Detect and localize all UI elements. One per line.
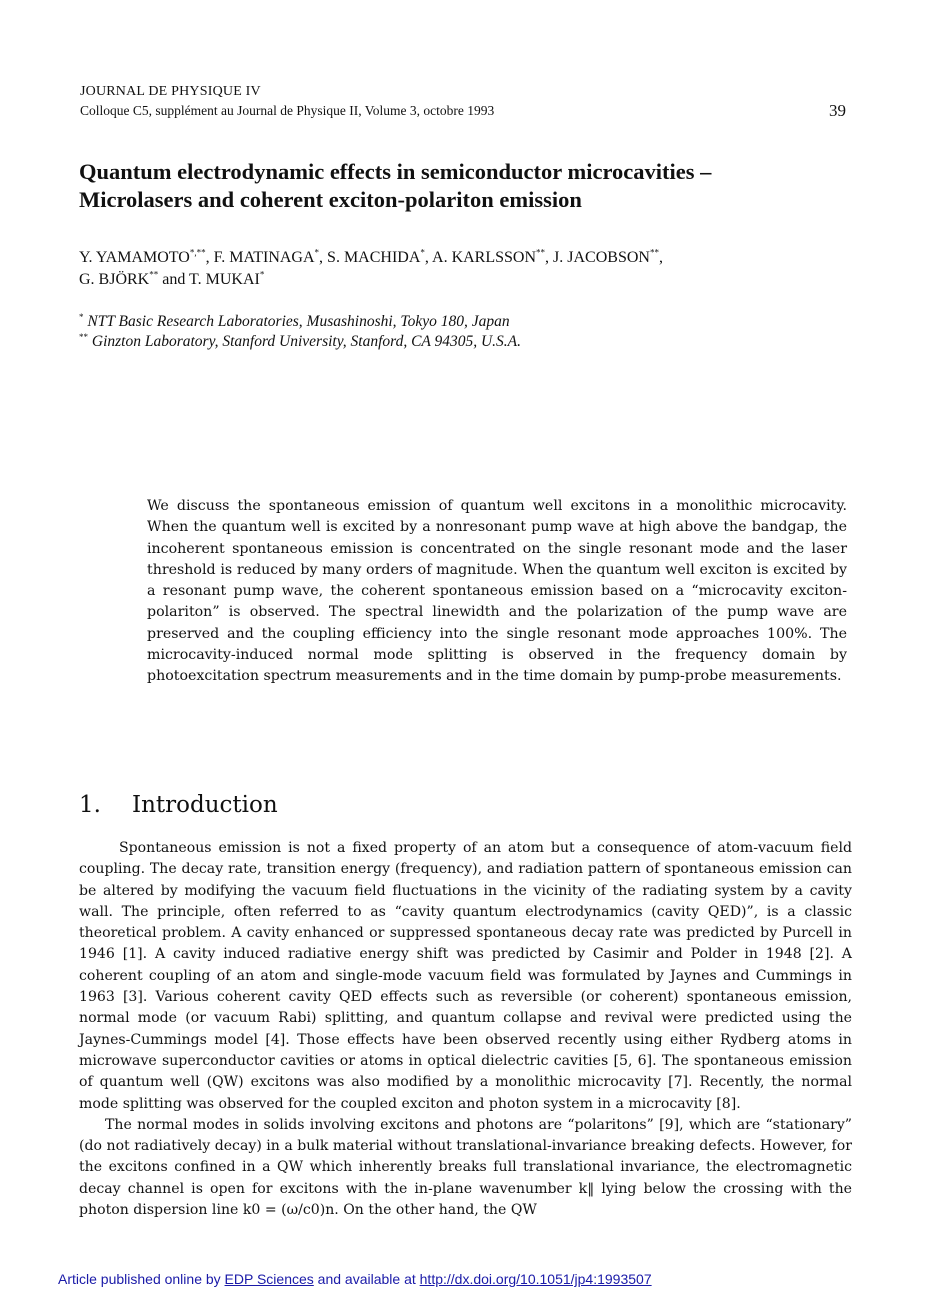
page-number: 39 — [829, 101, 846, 120]
author-affiliation-mark: ** — [536, 247, 546, 258]
affiliation-text: Ginzton Laboratory, Stanford University, Stanford, CA 94305, U.S.A. — [88, 333, 522, 350]
intro-paragraph-1: Spontaneous emission is not a fixed property of an atom but a consequence of atom-vacuum field coupling. The decay rate, transition energy (frequency), and radiation pattern of spontaneous emission can be altered by modifying the vacuum field fluctuations in the vicinity of the radiating system by a cavity wall. The principle, often referred to as “cavity quantum electrodynamics (cavity QED)”, is a classic theoretical problem. A cavity enhanced or suppressed spontaneous decay rate was predicted by Purcell in 1946 [1]. A cavity induced radiative energy shift was predicted by Casimir and Polder in 1948 [2]. A coherent coupling of an atom and single-mode vacuum field was formulated by Jaynes and Cummings in 1963 [3]. Various coherent cavity QED effects such as reversible (or coherent) spontaneous emission, normal mode (or vacuum Rabi) splitting, and quantum collapse and revival were predicted using the Jaynes-Cummings model [4]. Those effects have been observed recently using either Rydberg atoms in microwave superconductor cavities or atoms in optical dielectric cavities [5, 6]. The spontaneous emission of quantum well (QW) excitons was also modified by a monolithic microcavity [7]. Recently, the normal mode splitting was observed for the coupled exciton and photon system in a microcavity [8]. — [79, 840, 852, 1112]
section-title: Introduction — [132, 792, 278, 818]
affiliation-line — [79, 312, 859, 332]
author-affiliation-mark: ** — [649, 247, 659, 258]
author-separator: , — [205, 249, 214, 266]
introduction-body — [79, 838, 852, 1221]
author-list — [79, 247, 859, 291]
author-name: A. KARLSSON — [432, 249, 537, 266]
author-separator: and — [158, 271, 190, 288]
author-name: J. JACOBSON — [553, 249, 650, 266]
author-affiliation-mark: * — [259, 269, 265, 280]
journal-name: JOURNAL DE PHYSIQUE IV — [80, 84, 261, 99]
publication-footer — [58, 1271, 652, 1287]
doi-link[interactable]: http://dx.doi.org/10.1051/jp4:1993507 — [419, 1271, 652, 1287]
publisher-link[interactable]: EDP Sciences — [224, 1271, 314, 1287]
author-name: F. MATINAGA — [213, 249, 315, 266]
author-separator: , — [319, 249, 328, 266]
colloque-info: Colloque C5, supplément au Journal de Physique II, Volume 3, octobre 1993 — [80, 103, 495, 118]
author-name: Y. YAMAMOTO — [79, 249, 190, 266]
author-affiliation-mark: ** — [149, 269, 159, 280]
author-affiliation-mark: * — [420, 247, 425, 258]
intro-paragraph-2: The normal modes in solids involving excitons and photons are “polaritons” [9], which are “stationary” (do not radiatively decay) in a bulk material without translational-invariance breaking defects. However, for the excitons confined in a QW which inherently breaks full translational invariance, the electromagnetic decay channel is open for excitons with the in-plane wavenumber k‖ lying below the crossing with the photon dispersion line k0 = (ω/c0)n. On the other hand, the QW — [79, 1116, 852, 1219]
abstract: We discuss the spontaneous emission of quantum well excitons in a monolithic microcavity. When the quantum well is excited by a nonresonant pump wave at high above the bandgap, the incoherent spontaneous emission is concentrated on the single resonant mode and the laser threshold is reduced by many orders of magnitude. When the quantum well exciton is excited by a resonant pump wave, the coherent spontaneous emission based on a “microcavity exciton-polariton” is observed. The spectral linewidth and the polarization of the pump wave are preserved and the coupling efficiency into the single resonant mode approaches 100%. The microcavity-induced normal mode splitting is observed in the frequency domain by photoexcitation spectrum measurements and in the time domain by pump-probe measurements. — [147, 498, 847, 685]
section-number: 1. — [79, 792, 101, 818]
author-separator: , — [545, 249, 554, 266]
author-affiliation-mark: * — [314, 247, 320, 258]
affiliation-line — [79, 332, 859, 352]
affiliation-mark: * — [79, 311, 84, 322]
section-heading — [79, 792, 278, 818]
author-separator: , — [658, 249, 663, 266]
paper-title — [79, 158, 869, 214]
footer-middle: and available at — [313, 1271, 420, 1287]
title-line-2: Microlasers and coherent exciton-polariton emission — [79, 187, 582, 212]
affiliations — [79, 312, 859, 352]
affiliation-text: NTT Basic Research Laboratories, Musashinoshi, Tokyo 180, Japan — [83, 313, 510, 330]
footer-prefix: Article published online by — [58, 1271, 225, 1287]
author-name: T. MUKAI — [189, 271, 260, 288]
author-separator: , — [424, 249, 433, 266]
title-line-1: Quantum electrodynamic effects in semiconductor microcavities – — [79, 159, 712, 184]
author-name: S. MACHIDA — [327, 249, 421, 266]
author-affiliation-mark: *,** — [189, 247, 206, 258]
affiliation-mark: ** — [79, 331, 88, 342]
author-name: G. BJÖRK — [79, 271, 150, 288]
